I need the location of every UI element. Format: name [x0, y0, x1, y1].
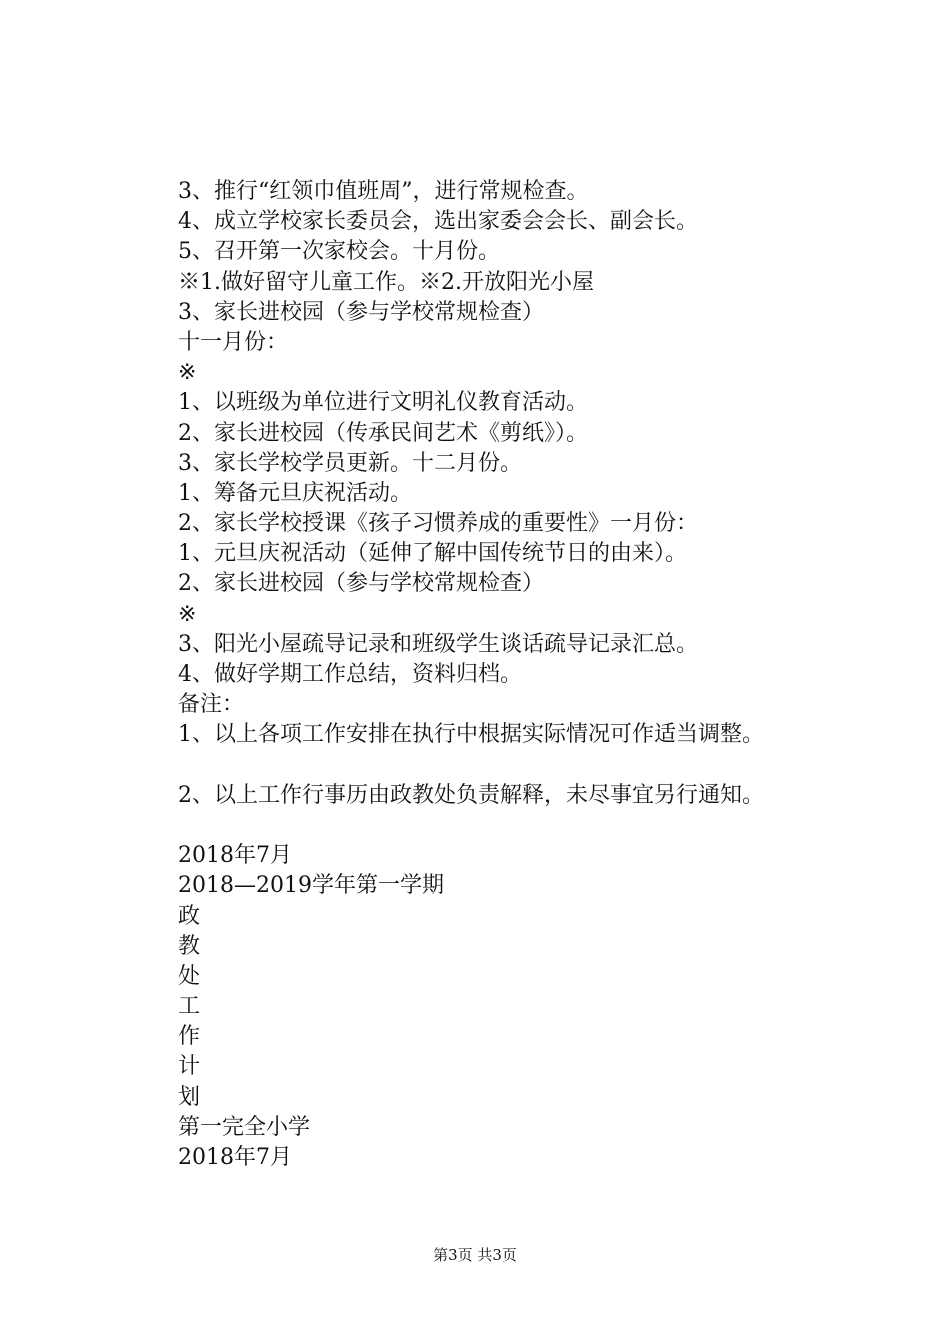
text-line: 3、家长学校学员更新。十二月份。: [178, 450, 522, 476]
title-char: 处: [178, 963, 201, 989]
note-line: 2、以上工作行事历由政教处负责解释，未尽事宜另行通知。: [178, 782, 764, 808]
text-line: ※: [178, 360, 197, 386]
school-year-line: 2018—2019学年第一学期: [178, 873, 444, 899]
school-name-line: 第一完全小学: [178, 1114, 311, 1140]
text-line: 2、家长进校园（传承民间艺术《剪纸》）。: [178, 420, 588, 446]
text-line: 4、成立学校家长委员会，选出家委会会长、副会长。: [178, 209, 698, 235]
title-char: 作: [178, 1024, 201, 1050]
title-char: 计: [178, 1054, 201, 1080]
text-line: 1、以班级为单位进行文明礼仪教育活动。: [178, 390, 588, 416]
text-line: 3、家长进校园（参与学校常规检查）: [178, 299, 544, 325]
text-line: 3、阳光小屋疏导记录和班级学生谈话疏导记录汇总。: [178, 631, 698, 657]
text-line: 十一月份：: [178, 329, 289, 355]
title-char: 工: [178, 994, 201, 1020]
text-line: ※1.做好留守儿童工作。※2.开放阳光小屋: [178, 269, 594, 295]
text-line: 4、做好学期工作总结，资料归档。: [178, 662, 522, 687]
text-line: ※: [178, 601, 197, 627]
page-footer: [0, 1245, 950, 1265]
date-line: 2018年7月: [178, 843, 292, 869]
page-number: 第3页 共3页: [433, 1246, 517, 1264]
text-line: 1、元旦庆祝活动（延伸了解中国传统节日的由来）。: [178, 541, 687, 567]
date-line: 2018年7月: [178, 1145, 292, 1170]
title-char: 教: [178, 933, 201, 959]
text-line: 备注：: [178, 692, 245, 718]
text-line: 2、家长学校授课《孩子习惯养成的重要性》一月份：: [178, 511, 698, 537]
blank-line: [178, 811, 918, 841]
vertical-title: [178, 902, 918, 1113]
document-body: [178, 177, 918, 1173]
blank-line: [178, 751, 918, 781]
text-line: 1、筹备元旦庆祝活动。: [178, 480, 412, 506]
text-line: 2、家长进校园（参与学校常规检查）: [178, 571, 544, 597]
title-char: 政: [178, 903, 201, 929]
text-line: 3、推行“红领巾值班周”，进行常规检查。: [178, 179, 589, 204]
text-line: 1、以上各项工作安排在执行中根据实际情况可作适当调整。: [178, 722, 764, 748]
title-char: 划: [178, 1084, 201, 1110]
text-line: 5、召开第一次家校会。十月份。: [178, 239, 500, 265]
